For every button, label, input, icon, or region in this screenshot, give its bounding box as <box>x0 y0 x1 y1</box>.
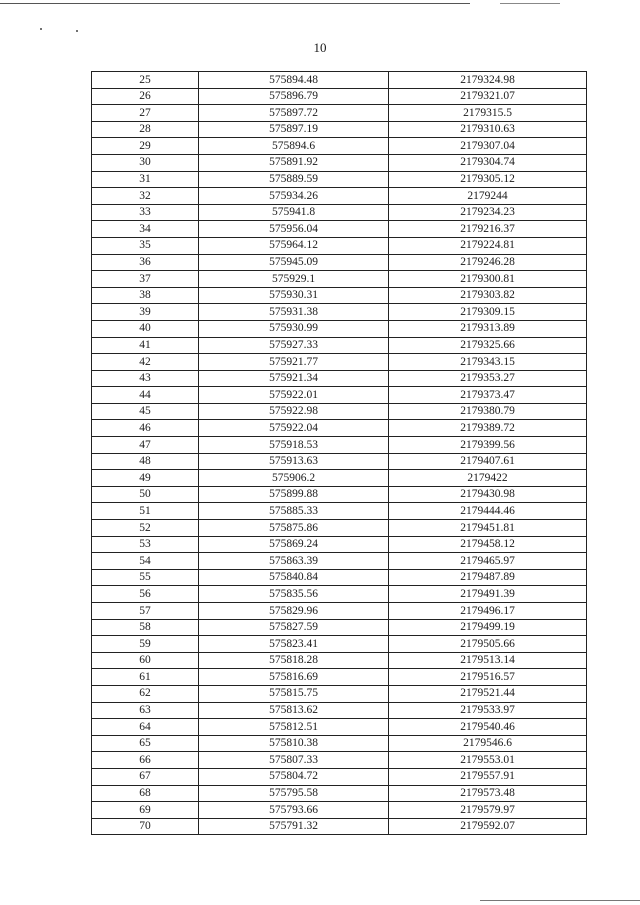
point-number-cell: 44 <box>92 387 199 404</box>
table-row <box>92 802 587 819</box>
table-row <box>92 569 587 586</box>
point-number-cell: 31 <box>92 171 199 188</box>
table-row <box>92 702 587 719</box>
y-coordinate-cell: 2179451.81 <box>389 520 587 537</box>
x-coordinate-cell: 575807.33 <box>199 752 389 769</box>
table-row <box>92 652 587 669</box>
y-coordinate-cell: 2179305.12 <box>389 171 587 188</box>
y-coordinate-cell: 2179324.98 <box>389 72 587 89</box>
point-number-cell: 63 <box>92 702 199 719</box>
y-coordinate-cell: 2179234.23 <box>389 204 587 221</box>
table-row <box>92 420 587 437</box>
point-number-cell: 26 <box>92 88 199 105</box>
x-coordinate-cell: 575829.96 <box>199 603 389 620</box>
y-coordinate-cell: 2179353.27 <box>389 370 587 387</box>
table-row <box>92 154 587 171</box>
x-coordinate-cell: 575894.6 <box>199 138 389 155</box>
table-row <box>92 320 587 337</box>
x-coordinate-cell: 575891.92 <box>199 154 389 171</box>
x-coordinate-cell: 575812.51 <box>199 719 389 736</box>
point-number-cell: 41 <box>92 337 199 354</box>
y-coordinate-cell: 2179300.81 <box>389 271 587 288</box>
point-number-cell: 56 <box>92 586 199 603</box>
point-number-cell: 34 <box>92 221 199 238</box>
point-number-cell: 50 <box>92 486 199 503</box>
point-number-cell: 47 <box>92 437 199 454</box>
table-row <box>92 354 587 371</box>
point-number-cell: 70 <box>92 818 199 835</box>
point-number-cell: 37 <box>92 271 199 288</box>
x-coordinate-cell: 575897.19 <box>199 121 389 138</box>
y-coordinate-cell: 2179303.82 <box>389 287 587 304</box>
table-row <box>92 138 587 155</box>
y-coordinate-cell: 2179373.47 <box>389 387 587 404</box>
y-coordinate-cell: 2179246.28 <box>389 254 587 271</box>
x-coordinate-cell: 575930.31 <box>199 287 389 304</box>
x-coordinate-cell: 575922.98 <box>199 403 389 420</box>
x-coordinate-cell: 575899.88 <box>199 486 389 503</box>
x-coordinate-cell: 575941.8 <box>199 204 389 221</box>
y-coordinate-cell: 2179513.14 <box>389 652 587 669</box>
table-row <box>92 337 587 354</box>
point-number-cell: 65 <box>92 735 199 752</box>
table-row <box>92 768 587 785</box>
point-number-cell: 45 <box>92 403 199 420</box>
x-coordinate-cell: 575816.69 <box>199 669 389 686</box>
x-coordinate-cell: 575863.39 <box>199 553 389 570</box>
y-coordinate-cell: 2179422 <box>389 470 587 487</box>
table-row <box>92 88 587 105</box>
table-row <box>92 536 587 553</box>
table-row <box>92 685 587 702</box>
x-coordinate-cell: 575795.58 <box>199 785 389 802</box>
point-number-cell: 51 <box>92 503 199 520</box>
point-number-cell: 39 <box>92 304 199 321</box>
point-number-cell: 59 <box>92 636 199 653</box>
y-coordinate-cell: 2179407.61 <box>389 453 587 470</box>
point-number-cell: 30 <box>92 154 199 171</box>
table-row <box>92 287 587 304</box>
y-coordinate-cell: 2179315.5 <box>389 105 587 122</box>
x-coordinate-cell: 575956.04 <box>199 221 389 238</box>
table-row <box>92 121 587 138</box>
point-number-cell: 62 <box>92 685 199 702</box>
x-coordinate-cell: 575934.26 <box>199 188 389 205</box>
coordinates-table <box>91 71 587 835</box>
y-coordinate-cell: 2179304.74 <box>389 154 587 171</box>
point-number-cell: 46 <box>92 420 199 437</box>
y-coordinate-cell: 2179557.91 <box>389 768 587 785</box>
point-number-cell: 52 <box>92 520 199 537</box>
x-coordinate-cell: 575823.41 <box>199 636 389 653</box>
table-row <box>92 486 587 503</box>
x-coordinate-cell: 575921.77 <box>199 354 389 371</box>
table-row <box>92 403 587 420</box>
point-number-cell: 69 <box>92 802 199 819</box>
y-coordinate-cell: 2179444.46 <box>389 503 587 520</box>
table-row <box>92 520 587 537</box>
y-coordinate-cell: 2179321.07 <box>389 88 587 105</box>
table-row <box>92 669 587 686</box>
x-coordinate-cell: 575921.34 <box>199 370 389 387</box>
point-number-cell: 66 <box>92 752 199 769</box>
point-number-cell: 49 <box>92 470 199 487</box>
y-coordinate-cell: 2179430.98 <box>389 486 587 503</box>
point-number-cell: 55 <box>92 569 199 586</box>
point-number-cell: 27 <box>92 105 199 122</box>
point-number-cell: 29 <box>92 138 199 155</box>
y-coordinate-cell: 2179216.37 <box>389 221 587 238</box>
point-number-cell: 25 <box>92 72 199 89</box>
table-row <box>92 221 587 238</box>
point-number-cell: 32 <box>92 188 199 205</box>
x-coordinate-cell: 575913.63 <box>199 453 389 470</box>
table-row <box>92 72 587 89</box>
x-coordinate-cell: 575875.86 <box>199 520 389 537</box>
point-number-cell: 53 <box>92 536 199 553</box>
y-coordinate-cell: 2179487.89 <box>389 569 587 586</box>
y-coordinate-cell: 2179380.79 <box>389 403 587 420</box>
x-coordinate-cell: 575927.33 <box>199 337 389 354</box>
table-row <box>92 586 587 603</box>
table-row <box>92 719 587 736</box>
x-coordinate-cell: 575810.38 <box>199 735 389 752</box>
table-row <box>92 437 587 454</box>
point-number-cell: 60 <box>92 652 199 669</box>
y-coordinate-cell: 2179309.15 <box>389 304 587 321</box>
point-number-cell: 40 <box>92 320 199 337</box>
x-coordinate-cell: 575813.62 <box>199 702 389 719</box>
x-coordinate-cell: 575815.75 <box>199 685 389 702</box>
table-row <box>92 503 587 520</box>
x-coordinate-cell: 575835.56 <box>199 586 389 603</box>
x-coordinate-cell: 575964.12 <box>199 237 389 254</box>
table-row <box>92 171 587 188</box>
x-coordinate-cell: 575897.72 <box>199 105 389 122</box>
coordinates-table-body <box>92 72 587 835</box>
point-number-cell: 48 <box>92 453 199 470</box>
table-row <box>92 105 587 122</box>
y-coordinate-cell: 2179505.66 <box>389 636 587 653</box>
y-coordinate-cell: 2179491.39 <box>389 586 587 603</box>
y-coordinate-cell: 2179499.19 <box>389 619 587 636</box>
point-number-cell: 43 <box>92 370 199 387</box>
y-coordinate-cell: 2179592.07 <box>389 818 587 835</box>
y-coordinate-cell: 2179516.57 <box>389 669 587 686</box>
y-coordinate-cell: 2179313.89 <box>389 320 587 337</box>
table-row <box>92 636 587 653</box>
point-number-cell: 42 <box>92 354 199 371</box>
x-coordinate-cell: 575889.59 <box>199 171 389 188</box>
x-coordinate-cell: 575918.53 <box>199 437 389 454</box>
scan-speck <box>40 28 42 30</box>
x-coordinate-cell: 575818.28 <box>199 652 389 669</box>
y-coordinate-cell: 2179553.01 <box>389 752 587 769</box>
y-coordinate-cell: 2179310.63 <box>389 121 587 138</box>
y-coordinate-cell: 2179343.15 <box>389 354 587 371</box>
scan-speck <box>76 30 78 32</box>
y-coordinate-cell: 2179573.48 <box>389 785 587 802</box>
x-coordinate-cell: 575840.84 <box>199 569 389 586</box>
point-number-cell: 54 <box>92 553 199 570</box>
table-row <box>92 254 587 271</box>
x-coordinate-cell: 575929.1 <box>199 271 389 288</box>
table-row <box>92 370 587 387</box>
y-coordinate-cell: 2179579.97 <box>389 802 587 819</box>
scan-artifact-bottom-line <box>480 900 640 901</box>
y-coordinate-cell: 2179521.44 <box>389 685 587 702</box>
x-coordinate-cell: 575922.01 <box>199 387 389 404</box>
point-number-cell: 61 <box>92 669 199 686</box>
point-number-cell: 57 <box>92 603 199 620</box>
table-row <box>92 735 587 752</box>
table-row <box>92 188 587 205</box>
table-row <box>92 237 587 254</box>
point-number-cell: 67 <box>92 768 199 785</box>
table-row <box>92 752 587 769</box>
scan-artifact-top-line-right <box>500 3 560 4</box>
x-coordinate-cell: 575906.2 <box>199 470 389 487</box>
y-coordinate-cell: 2179540.46 <box>389 719 587 736</box>
point-number-cell: 64 <box>92 719 199 736</box>
x-coordinate-cell: 575894.48 <box>199 72 389 89</box>
table-row <box>92 453 587 470</box>
x-coordinate-cell: 575922.04 <box>199 420 389 437</box>
table-row <box>92 553 587 570</box>
y-coordinate-cell: 2179465.97 <box>389 553 587 570</box>
table-row <box>92 785 587 802</box>
table-row <box>92 619 587 636</box>
x-coordinate-cell: 575930.99 <box>199 320 389 337</box>
x-coordinate-cell: 575869.24 <box>199 536 389 553</box>
y-coordinate-cell: 2179307.04 <box>389 138 587 155</box>
x-coordinate-cell: 575945.09 <box>199 254 389 271</box>
x-coordinate-cell: 575827.59 <box>199 619 389 636</box>
x-coordinate-cell: 575793.66 <box>199 802 389 819</box>
x-coordinate-cell: 575931.38 <box>199 304 389 321</box>
y-coordinate-cell: 2179546.6 <box>389 735 587 752</box>
y-coordinate-cell: 2179389.72 <box>389 420 587 437</box>
y-coordinate-cell: 2179325.66 <box>389 337 587 354</box>
table-row <box>92 204 587 221</box>
table-row <box>92 603 587 620</box>
x-coordinate-cell: 575804.72 <box>199 768 389 785</box>
y-coordinate-cell: 2179496.17 <box>389 603 587 620</box>
table-row <box>92 818 587 835</box>
table-row <box>92 387 587 404</box>
x-coordinate-cell: 575896.79 <box>199 88 389 105</box>
point-number-cell: 35 <box>92 237 199 254</box>
table-row <box>92 304 587 321</box>
y-coordinate-cell: 2179224.81 <box>389 237 587 254</box>
y-coordinate-cell: 2179533.97 <box>389 702 587 719</box>
point-number-cell: 33 <box>92 204 199 221</box>
point-number-cell: 58 <box>92 619 199 636</box>
point-number-cell: 36 <box>92 254 199 271</box>
x-coordinate-cell: 575791.32 <box>199 818 389 835</box>
table-row <box>92 271 587 288</box>
y-coordinate-cell: 2179399.56 <box>389 437 587 454</box>
point-number-cell: 28 <box>92 121 199 138</box>
scan-artifact-top-line <box>0 3 470 4</box>
point-number-cell: 68 <box>92 785 199 802</box>
y-coordinate-cell: 2179244 <box>389 188 587 205</box>
point-number-cell: 38 <box>92 287 199 304</box>
page-number: 10 <box>313 40 327 55</box>
y-coordinate-cell: 2179458.12 <box>389 536 587 553</box>
x-coordinate-cell: 575885.33 <box>199 503 389 520</box>
table-row <box>92 470 587 487</box>
